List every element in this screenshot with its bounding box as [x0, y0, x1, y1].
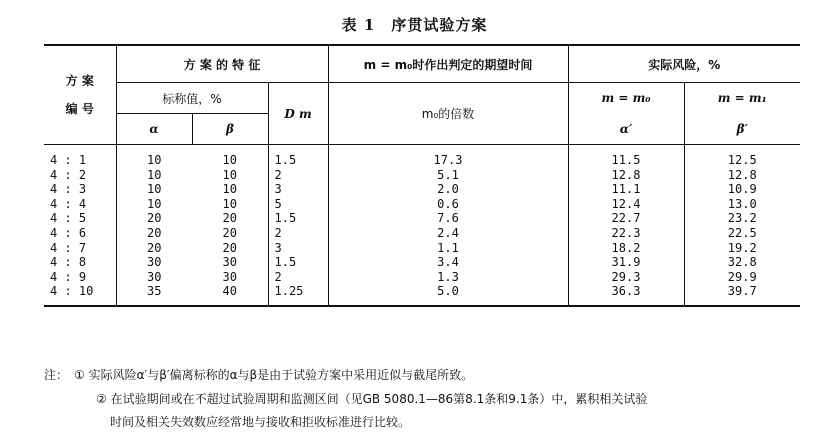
- cell-id: 4 : 9: [44, 270, 116, 285]
- header-features: 方 案 的 特 征: [116, 45, 328, 83]
- cell-time: 7.6: [328, 211, 568, 226]
- cell-alpha-prime: 22.7: [568, 211, 684, 226]
- cell-alpha: 20: [147, 240, 162, 255]
- cell-time: 2.0: [328, 182, 568, 197]
- cell-beta: 20: [192, 211, 268, 226]
- note-1: [44, 366, 804, 383]
- cell-alpha: 10: [147, 182, 162, 197]
- cell-alpha-prime: 31.9: [568, 255, 684, 270]
- cell-time: 1.1: [328, 241, 568, 256]
- cell-alpha-prime: 12.8: [568, 168, 684, 183]
- header-nominal: 标称值，%: [116, 83, 268, 114]
- cell-beta-prime: 19.2: [727, 240, 757, 255]
- cell-dm: 1.5: [268, 255, 328, 270]
- table-row: [44, 255, 800, 270]
- cell-time: 2.4: [328, 226, 568, 241]
- header-expected-time: m = m₀时作出判定的期望时间: [328, 45, 568, 83]
- header-beta-prime: β′: [684, 114, 800, 145]
- header-scheme-no: 方 案 编 号: [44, 45, 116, 145]
- cell-time: 0.6: [328, 197, 568, 212]
- cell-beta-prime: 22.5: [727, 225, 757, 240]
- table-row: [44, 168, 800, 183]
- cell-time: 3.4: [328, 255, 568, 270]
- header-m0-multiple: m₀的倍数: [328, 83, 568, 145]
- cell-alpha: 20: [147, 211, 162, 226]
- cell-alpha: 10: [147, 196, 162, 211]
- header-beta: β: [192, 114, 268, 145]
- cell-id: 4 : 5: [44, 211, 116, 226]
- note-1-text: ① 实际风险α′与β′偏离标称的α与β是由于试验方案中采用近似与截尾所致。: [74, 368, 474, 382]
- cell-id: 4 : 3: [44, 182, 116, 197]
- cell-alpha-prime: 11.1: [568, 182, 684, 197]
- cell-alpha-prime: 22.3: [568, 226, 684, 241]
- cell-id: 4 : 6: [44, 226, 116, 241]
- cell-alpha-prime: 12.4: [568, 197, 684, 212]
- cell-dm: 5: [268, 197, 328, 212]
- cell-id: 4 : 10: [44, 284, 116, 306]
- header-dm: D m: [268, 83, 328, 145]
- header-alpha: α: [116, 114, 192, 145]
- header-actual-risk: 实际风险，%: [568, 45, 800, 83]
- cell-alpha-prime: 36.3: [568, 284, 684, 306]
- cell-alpha-prime: 11.5: [568, 145, 684, 168]
- cell-alpha: 10: [147, 167, 162, 182]
- table-row: [44, 182, 800, 197]
- table-row: [44, 270, 800, 285]
- cell-alpha: 30: [147, 255, 162, 270]
- cell-dm: 2: [268, 270, 328, 285]
- cell-id: 4 : 1: [44, 145, 116, 168]
- table-title: 表 1 序贯试验方案: [341, 16, 488, 34]
- note-2-line-2: 时间及相关失效数应经常地与接收和拒收标准进行比较。: [110, 415, 411, 429]
- cell-dm: 3: [268, 241, 328, 256]
- cell-dm: 1.5: [268, 145, 328, 168]
- cell-time: 1.3: [328, 270, 568, 285]
- cell-beta: 10: [192, 182, 268, 197]
- cell-alpha-prime: 29.3: [568, 270, 684, 285]
- cell-dm: 1.5: [268, 211, 328, 226]
- cell-beta: 10: [192, 145, 268, 168]
- cell-beta-prime: 10.9: [727, 182, 757, 197]
- cell-beta: 30: [192, 255, 268, 270]
- cell-id: 4 : 2: [44, 168, 116, 183]
- cell-beta: 10: [192, 168, 268, 183]
- cell-alpha-prime: 18.2: [568, 241, 684, 256]
- cell-time: 17.3: [328, 145, 568, 168]
- note-2-line-1: ② 在试验期间或在不超过试验周期和监测区间（见GB 5080.1—86第8.1条和9.1条）中，累积相关试验: [96, 392, 648, 406]
- cell-beta: 10: [192, 197, 268, 212]
- header-m-m1: m = m₁: [717, 91, 767, 106]
- header-alpha-prime: α′: [568, 114, 684, 145]
- cell-alpha: 35: [116, 284, 192, 306]
- cell-alpha: 30: [147, 269, 162, 284]
- cell-beta-prime: 39.7: [684, 284, 800, 306]
- cell-alpha: 20: [147, 225, 162, 240]
- cell-dm: 3: [268, 182, 328, 197]
- table-row: [44, 145, 800, 168]
- cell-time: 5.0: [328, 284, 568, 306]
- table-row: [44, 197, 800, 212]
- cell-dm: 2: [268, 168, 328, 183]
- cell-dm: 1.25: [268, 284, 328, 306]
- note-label: 注：: [44, 368, 69, 382]
- cell-beta-prime: 12.5: [727, 153, 757, 167]
- cell-id: 4 : 7: [44, 241, 116, 256]
- cell-id: 4 : 4: [44, 197, 116, 212]
- table-row: [44, 241, 800, 256]
- cell-alpha: 10: [147, 153, 162, 167]
- table-row: [44, 211, 800, 226]
- cell-id: 4 : 8: [44, 255, 116, 270]
- cell-beta-prime: 13.0: [727, 196, 757, 211]
- cell-beta: 20: [192, 241, 268, 256]
- cell-dm: 2: [268, 226, 328, 241]
- cell-time: 5.1: [328, 168, 568, 183]
- cell-beta-prime: 12.8: [727, 167, 757, 182]
- table-row: [44, 226, 800, 241]
- table-row: [44, 284, 800, 306]
- cell-beta-prime: 32.8: [727, 255, 757, 270]
- cell-beta: 20: [192, 226, 268, 241]
- cell-beta: 30: [192, 270, 268, 285]
- sequential-test-table: [44, 44, 800, 307]
- header-m-m0: m = m₀: [568, 83, 684, 114]
- cell-beta-prime: 23.2: [727, 211, 757, 226]
- cell-beta: 40: [192, 284, 268, 306]
- cell-beta-prime: 29.9: [727, 269, 757, 284]
